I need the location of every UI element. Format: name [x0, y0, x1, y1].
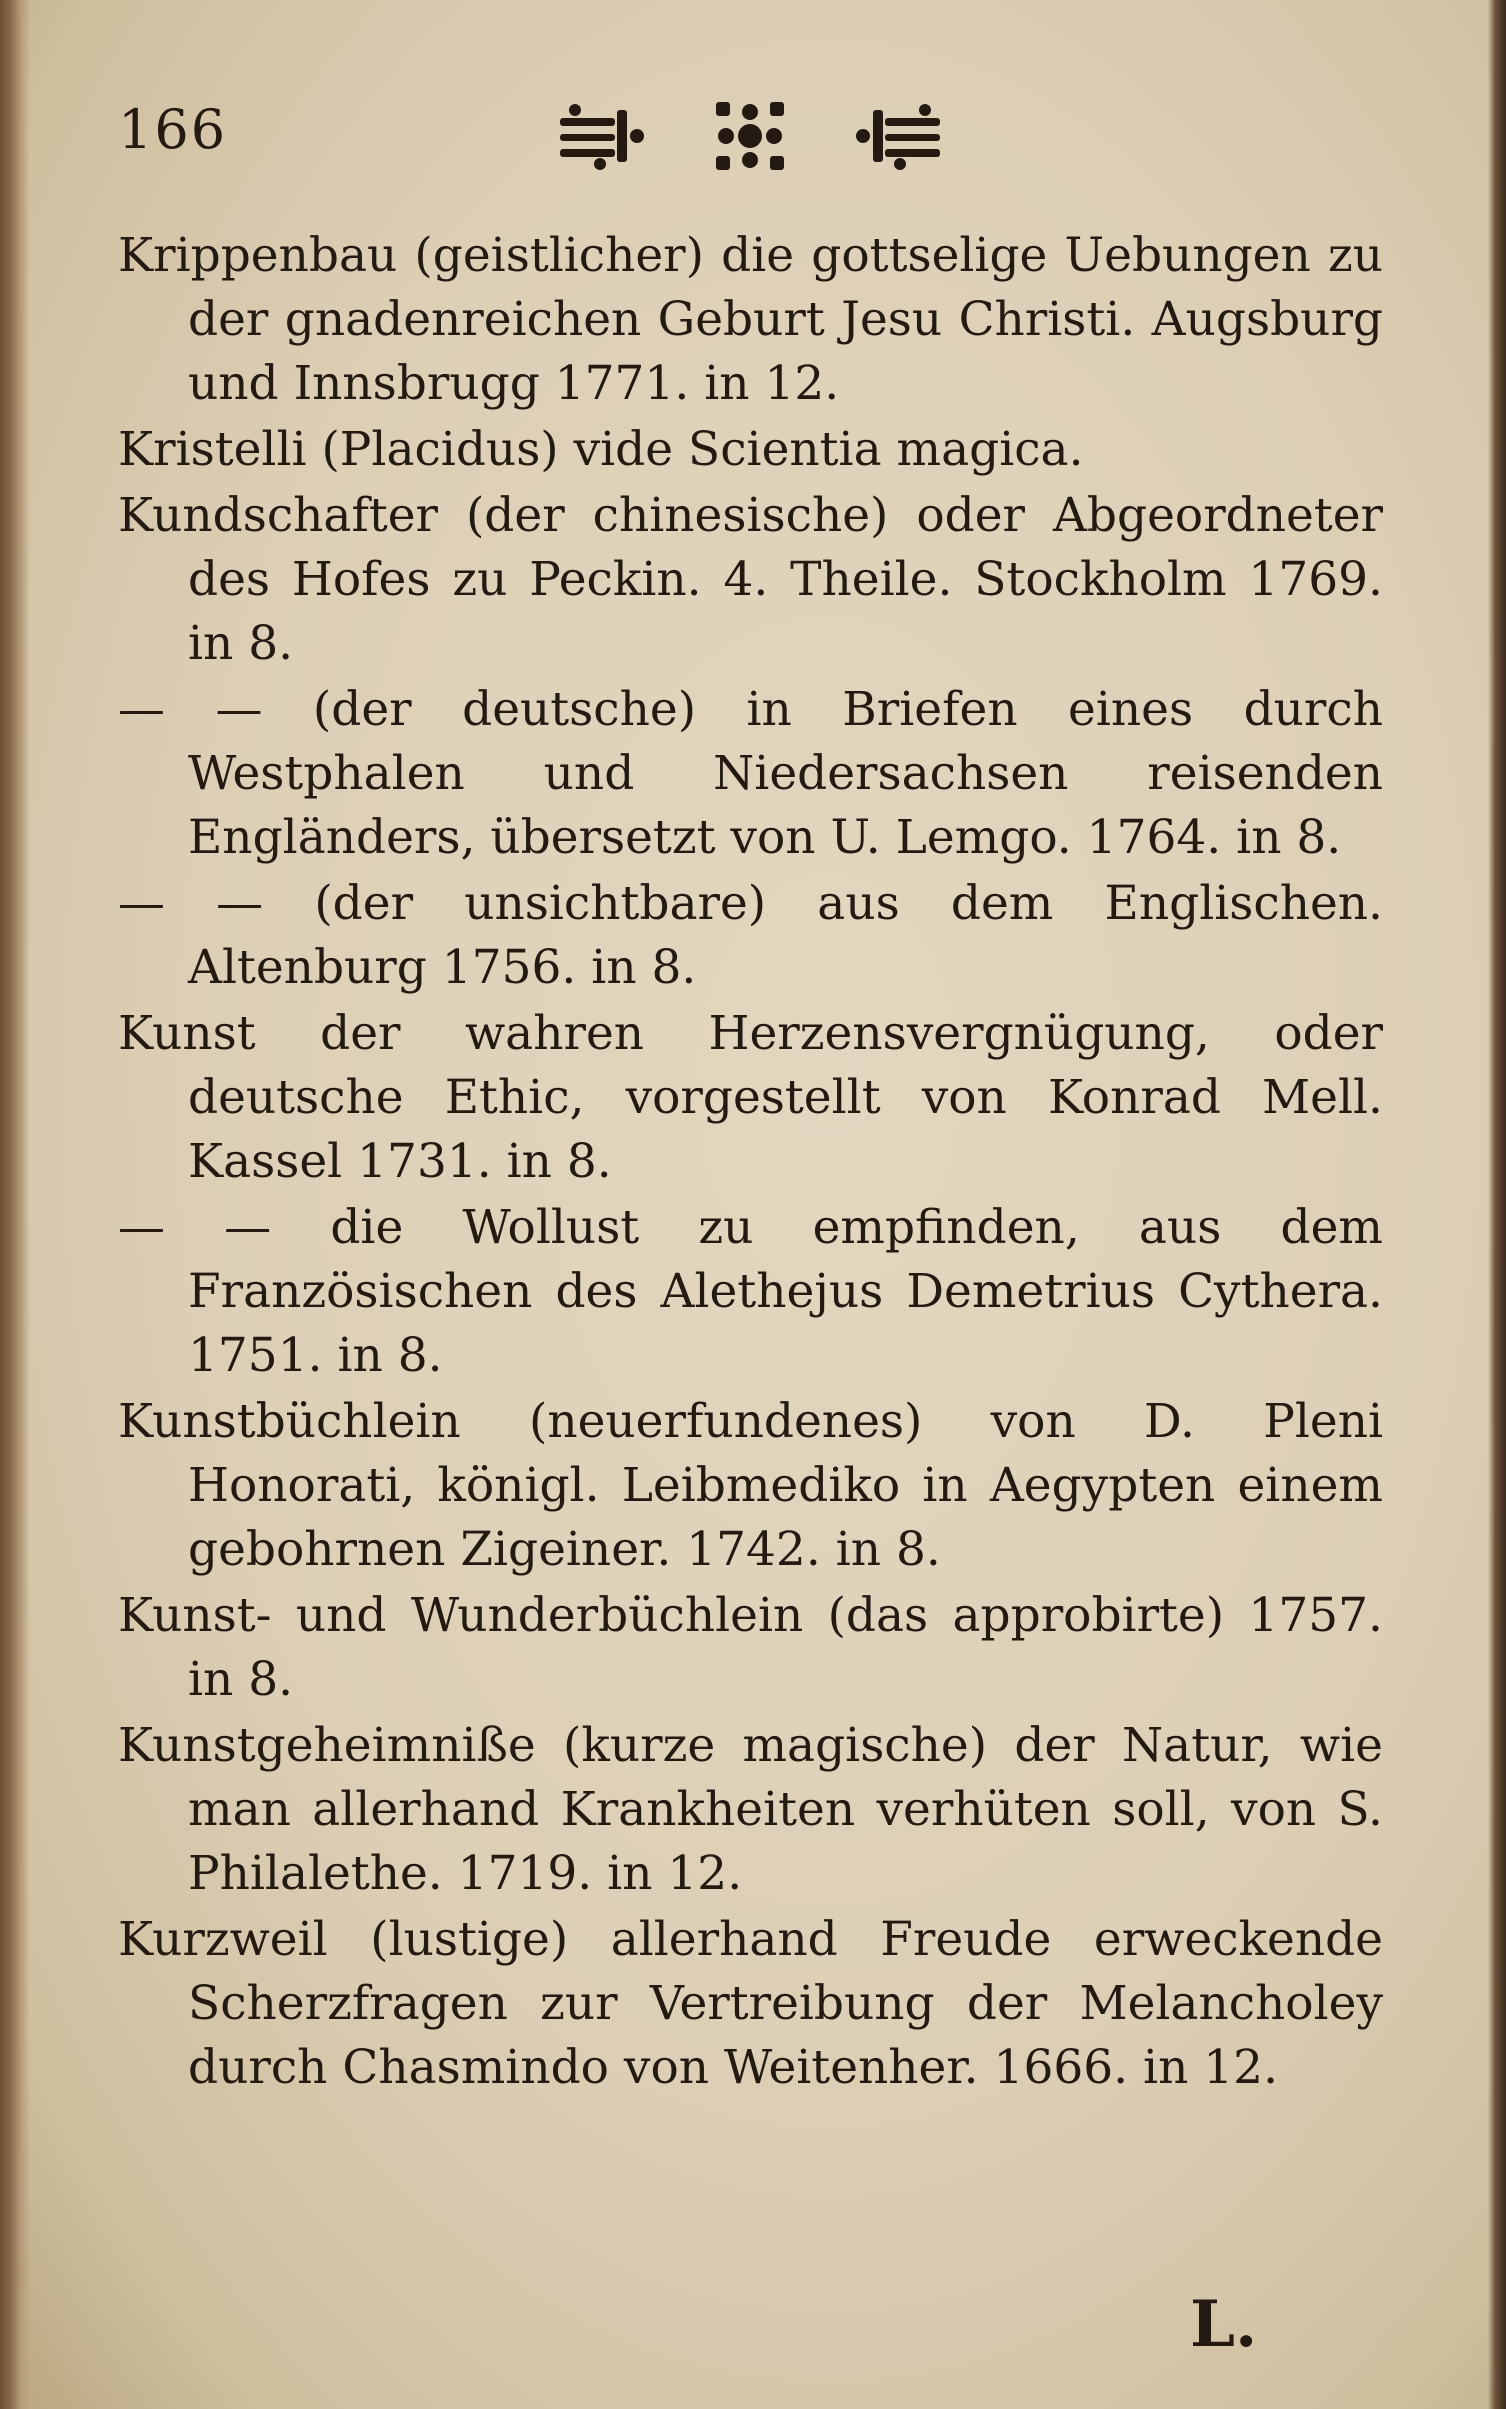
catchword: L.	[1190, 2287, 1258, 2362]
catalog-entry: Kunst der wahren Herzensvergnügung, oder deutsche Ethic, vorgestellt von Konrad Mell. Kassel 1731. in 8.	[118, 1006, 1383, 1189]
catalog-entry: — — die Wollust zu empfinden, aus dem Französischen des Alethejus Demetrius Cythera. 1751. in 8.	[118, 1200, 1383, 1383]
catalog-entry: — — (der deutsche) in Briefen eines durch Westphalen und Niedersachsen reisenden Engländers, übersetzt von U. Lemgo. 1764. in 8.	[118, 682, 1383, 865]
catalog-entry: Kunstbüchlein (neuerfundenes) von D. Pleni Honorati, königl. Leibmediko in Aegypten einem gebohrnen Zigeiner. 1742. in 8.	[118, 1394, 1383, 1577]
printer-ornament-icon	[555, 96, 945, 176]
page-number: 166	[118, 98, 228, 161]
page-gutter-shadow	[0, 0, 30, 2409]
catalog-entries	[118, 224, 1383, 2102]
catalog-entry: Kurzweil (lustige) allerhand Freude erweckende Scherzfragen zur Vertreibung der Melancholey durch Chasmindo von Weitenher. 1666. in 12.	[118, 1912, 1383, 2095]
page-edge-shadow	[1488, 0, 1506, 2409]
catalog-entry: Kunst- und Wunderbüchlein (das approbirte) 1757. in 8.	[118, 1588, 1383, 1707]
catalog-entry: Kundschafter (der chinesische) oder Abgeordneter des Hofes zu Peckin. 4. Theile. Stockholm 1769. in 8.	[118, 488, 1383, 671]
catalog-entry: — — (der unsichtbare) aus dem Englischen. Altenburg 1756. in 8.	[118, 876, 1383, 995]
catalog-entry: Kunstgeheimniße (kurze magische) der Natur, wie man allerhand Krankheiten verhüten soll, von S. Philalethe. 1719. in 12.	[118, 1718, 1383, 1901]
catalog-entry: Krippenbau (geistlicher) die gottselige Uebungen zu der gnadenreichen Geburt Jesu Christi. Augsburg und Innsbrugg 1771. in 12.	[118, 228, 1383, 411]
catalog-entry: Kristelli (Placidus) vide Scientia magica.	[118, 422, 1084, 477]
